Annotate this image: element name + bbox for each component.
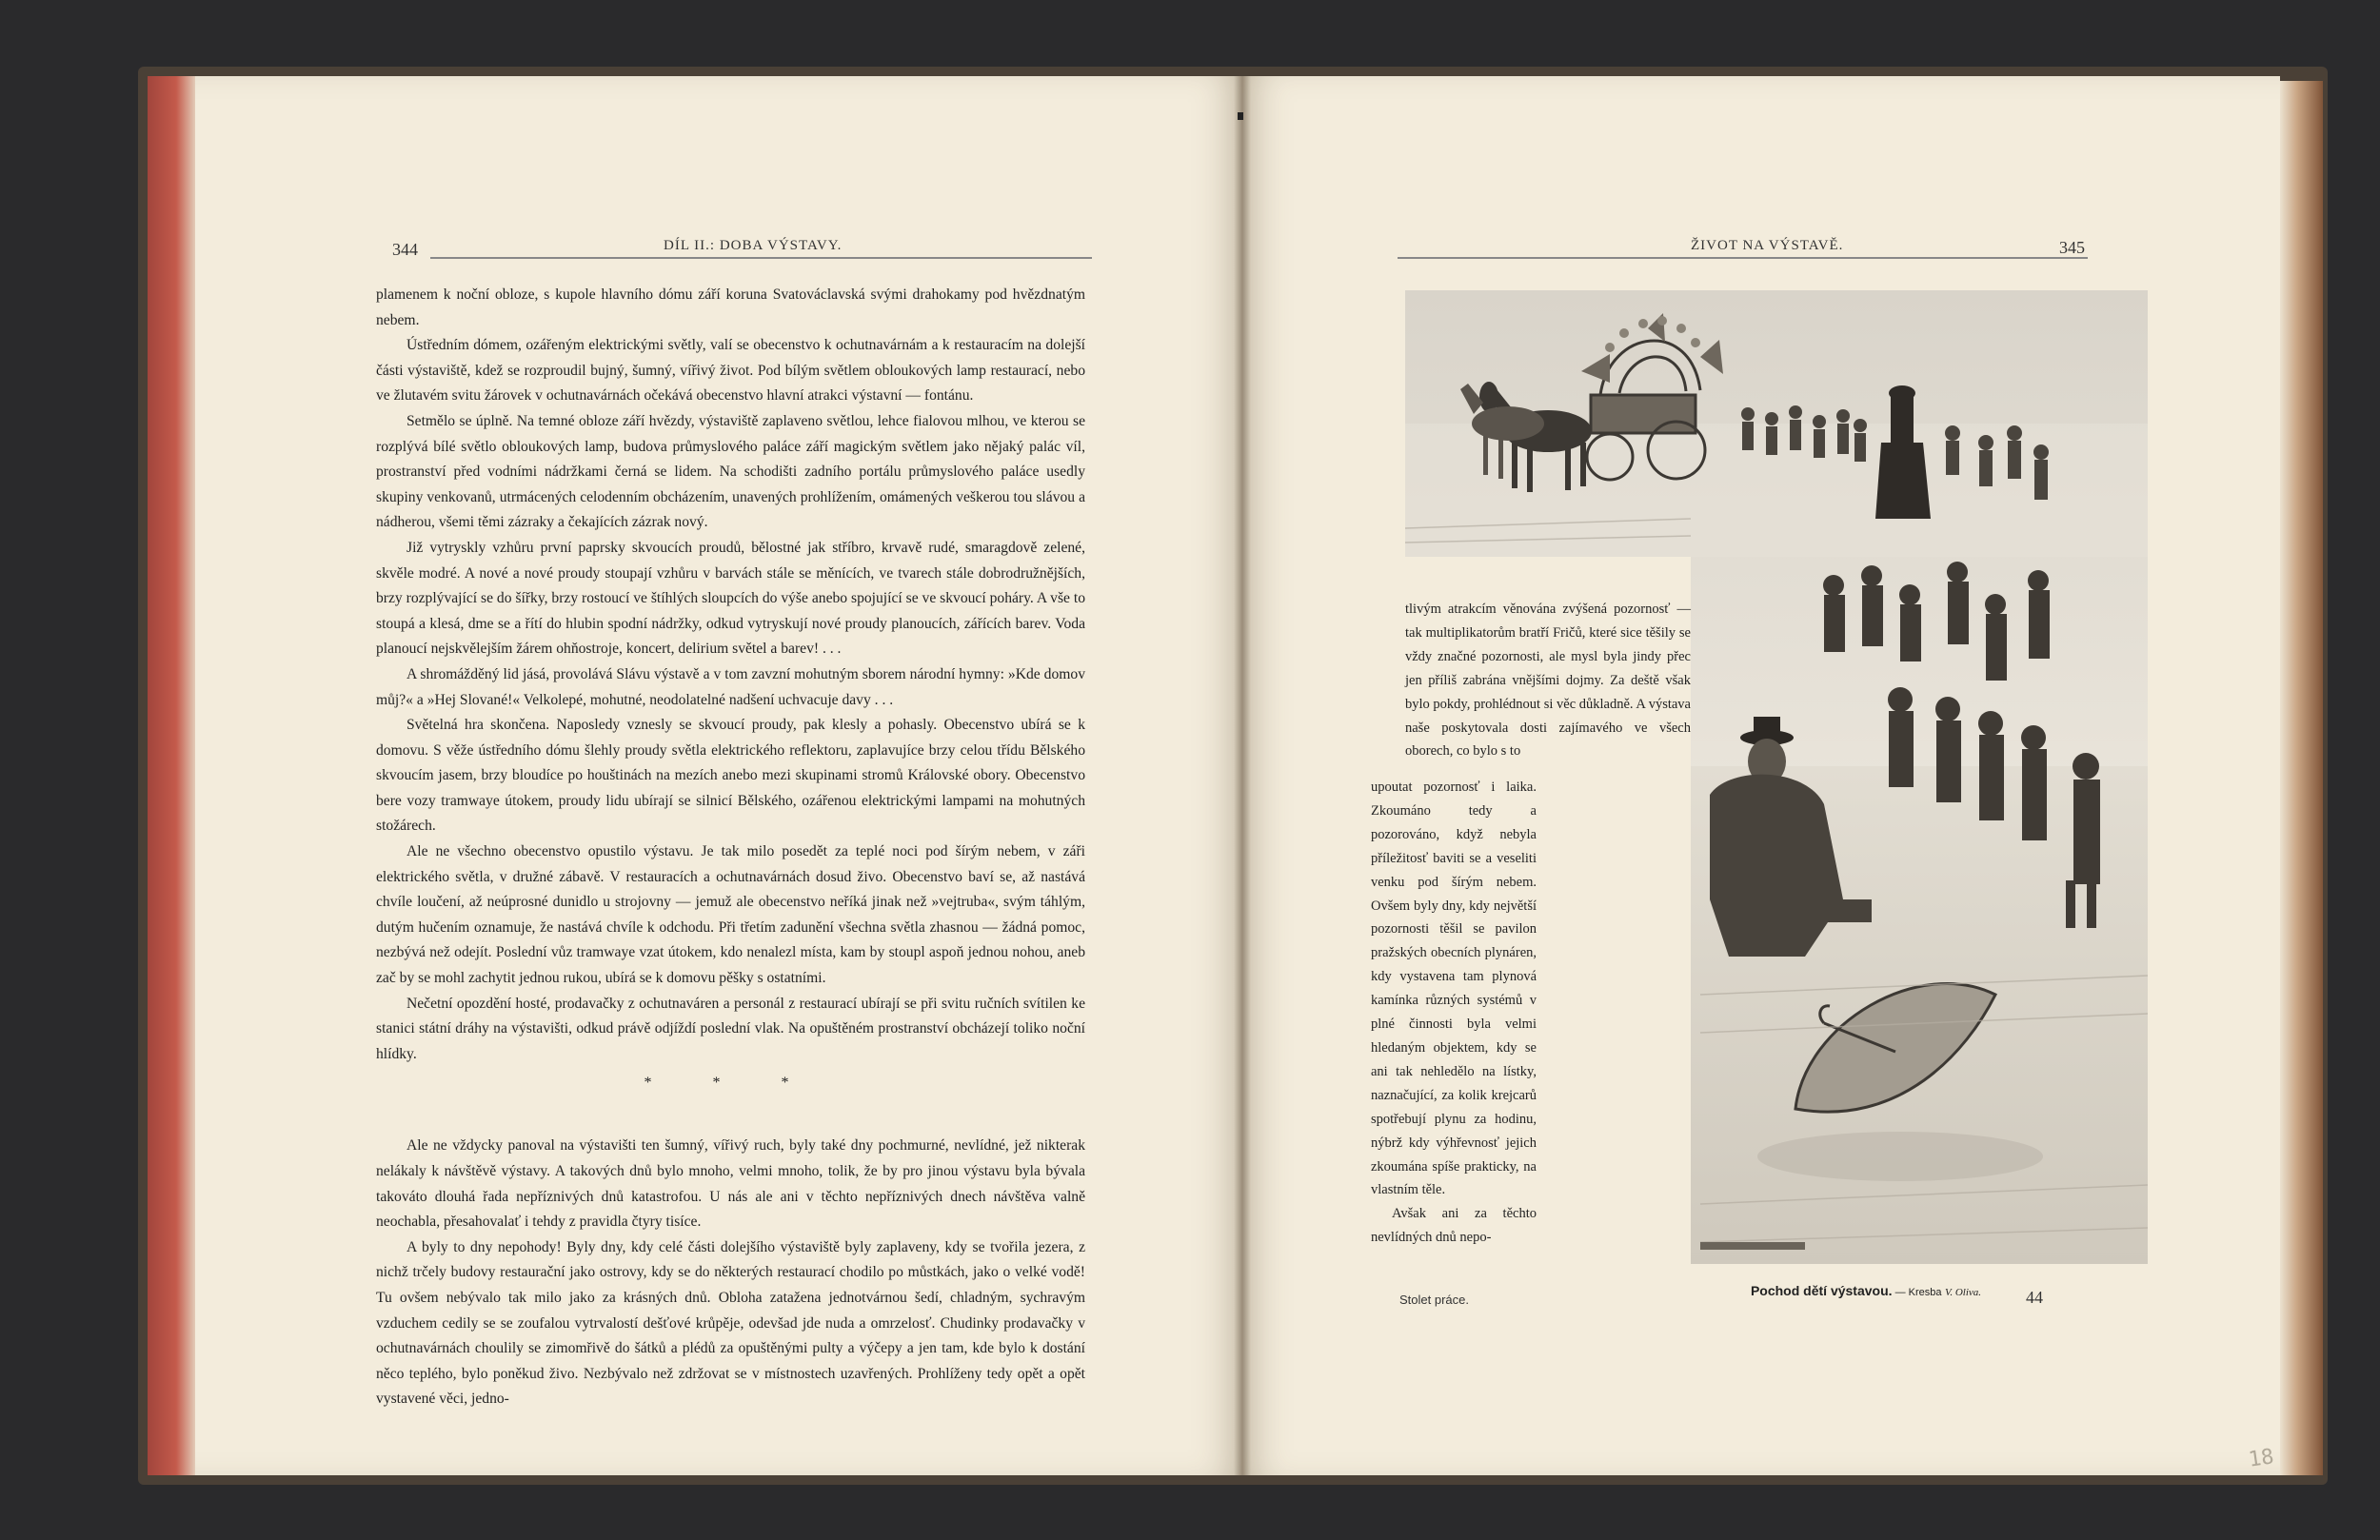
paragraph-4: Již vytryskly vzhůru první paprsky skvoucích proudů, bělostné jak stříbro, krvavě rudé, smaragdově zelené, skvěle modré. A nové a nové proudy stoupají vzhůru v barvách stále se měnících, ve tvarech stále dobrodružnějších, brzy rozplývající se do šířky, brzy rostoucí ve štíhlých sloupcích do výše anebo spojující se ve skvoucí poháry. A vše to stoupá a klesá, dme se a řítí do hlubin spodní nádržky, odkud vytryskují nové proudy planoucích, zářících barev. Voda planoucí nejskvělejším žárem ohňostroje, koncert, delirium světel a barev! . . . <box>376 539 1085 658</box>
paragraph-10: A byly to dny nepohody! Byly dny, kdy celé části dolejšího výstaviště byly zaplaveny, kdy se tvořila jezera, z nichž trčely budovy restaurační jako ostrovy, kdy se do některých restaurací chodilo po můstkách, jako o velké vodě! Tu ovšem nebývalo tak milo jako za krásných dnů. Obloha zatažena jednotvárnou šedí, chladným, sychravým vzduchem cedily se se zoufalou vytrvalostí dešťové krůpěje, odevšad jde nuda a omrzelosť. Chudinky prodavačky v ochutnavárnách choulily se zimomřivě do šátků a plédů za opuštěnými pulty a výčepy a jen tam, kde bylo k dostání něco teplého, bylo poněkud živo. Nezbývalo než zdržovat se v místnostech uzavřených. Prohlíženy tedy opět a opět vystavené věci, jedno- <box>376 1238 1085 1408</box>
right-page-number: 345 <box>2059 238 2085 257</box>
paragraph-8: Nečetní opozdění hosté, prodavačky z ochutnaváren a personál z restaurací ubírají se při svitu ručních svítilen ke stanici státní dráhy na výstavišti, odkud právě odjíždí poslední vlak. Na opuštěném prostranství obcházejí toliko noční hlídky. <box>376 995 1085 1062</box>
side-text-narrow-paragraph: upoutat pozornosť i laika. Zkoumáno tedy a pozorováno, když nebyla příležitosť baviti se a veseliti venku pod šírým nebem. Ovšem byly dny, kdy největší pozornosti těšil se pavilon pražských obecních plynáren, kdy vystavena tam plynová kamínka různých systémů v plné činnosti byla velmi hledaným objektem, kdy se ani tak nehledělo na lístky, naznačující, za kolik krejcarů spotřebují plynu za hodinu, nýbrž kdy výhřevnosť jejich zkoumána spíše prakticky, na vlastním těle. <box>1371 780 1537 1198</box>
book-gutter <box>1234 76 1251 1475</box>
side-text-narrow <box>1371 776 1537 1250</box>
caption-dash: — <box>1892 1287 1909 1298</box>
right-page-edges <box>2280 81 2323 1475</box>
side-text-top-paragraph: tlivým atrakcím věnována zvýšená pozornosť — tak multiplikatorům bratří Fričů, které sice těšily se vždy značné pozornosti, ale mysl byla jindy přec jen příliš zabrána vnějšími dojmy. Za deště však bylo pokdy, prohlédnout si věc důkladně. A výstava naše poskytovala dosti zajímavého ve všech oborech, co bylo s to <box>1405 602 1691 760</box>
caption-artist: V. Oliva. <box>1945 1287 1982 1298</box>
paragraph-9: Ale ne vždycky panoval na výstavišti ten šumný, vířivý ruch, byly také dny pochmurné, nevlídné, jež nikterak nelákaly k návštěvě výstavy. A takových dnů bylo mnoho, velmi mnoho, tolik, že by pro jinou výstavu byla bývala takováto dlouhá řada nepříznivých dnů katastrofou. U nás ale ani v těchto nepříznivých dnech návštěva valně neochabla, přesahovalať i tehdy z pravidla čtyry tisíce. <box>376 1137 1085 1231</box>
paragraph-7: Ale ne všechno obecenstvo opustilo výstavu. Je tak milo posedět za teplé noci pod šírým nebem, v záři elektrického světla, v družné zábavě. V restauracích a ochutnavárnách dosud živo. Obecenstvo baví se, až nastává chvíle loučení, až neúprosné dunidlo u strojovny — jemuž ale obecenstvo neříká jinak než »vejtruba«, svým táhlým, dutým hučením oznamuje, že nastává chvíle k odchodu. Při třetím zadunění všechna světla zhasnou — žádná pomoc, nezbývá než odejít. Poslední vůz tramwaye vzat útokem, kdo nenalezl místa, kam by stoupl aspoň jednou nohou, aneb zač by se mohl zachytit jednou rukou, ubírá se k domovu pěšky s ostatními. <box>376 843 1085 987</box>
left-page-edges <box>148 76 195 1475</box>
illustration-caption <box>1676 1283 2056 1300</box>
left-body-text <box>376 283 1085 1412</box>
binding-thread-mark <box>1238 112 1243 120</box>
section-asterism: * * * <box>644 1075 818 1092</box>
signature-number: 44 <box>2026 1288 2043 1307</box>
caption-title: Pochod dětí výstavou. <box>1750 1283 1893 1298</box>
right-header-rule <box>1398 257 2088 259</box>
paragraph-3: Setmělo se úplně. Na temné obloze září hvězdy, výstaviště zaplaveno světlou, lehce fialovou mlhou, ve kterou se rozplývá bílé světlo obloukových lamp, budova průmyslového paláce září magickým světlem jako nějaký palác víl, prostranství před vodními nádržkami černá se lidem. Na schodišti zadního portálu průmyslového paláce usedly skupiny venkovanů, utrmácených celodenním obcházením, unavených prohlížením, omámených veškerou tou slávou a nádherou, všemi těmi zázraky a čekajících zázrak nový. <box>376 412 1085 531</box>
paragraph-6: Světelná hra skončena. Naposledy vznesly se skvoucí proudy, pak klesly a pohasly. Obecenstvo ubírá se k domovu. S věže ústředního dómu šlehly proudy světla elektrického reflektoru, zaplavujíce brzy celou třídu Bělského skvoucím jasem, brzy bloudíce po houštinách na mezích anebo mezi skupinami stromů Královské obory. Obecenstvo bere vozy tramwaye útokem, proudy lidu ubírají se silnicí Bělského, ozářenou elektrickými lampami na mohutných stožárech. <box>376 717 1085 835</box>
pencil-mark: 18 <box>2247 1445 2276 1472</box>
side-text-last-paragraph: Avšak ani za těchto nevlídných dnů nepo- <box>1371 1206 1537 1246</box>
right-running-head: ŽIVOT NA VÝSTAVĚ. <box>1691 238 1844 253</box>
paragraph-2: Ústředním dómem, ozářeným elektrickými světly, valí se obecenstvo k ochutnavárnám a k restauracím na dolejší části výstaviště, kdež se rozproudil bujný, šumný, vířivý život. Pod bílým světlem obloukových lamp restaurací, nebo ve žlutavém svitu žárovek v ochutnavárnách očekává obecenstvo hlavní atrakci výstavní — fontánu. <box>376 337 1085 405</box>
left-running-head: DÍL II.: DOBA VÝSTAVY. <box>664 238 843 253</box>
footnote-source: Stolet práce. <box>1399 1293 1469 1307</box>
side-text-top <box>1405 598 1691 763</box>
paragraph-1: plamenem k noční obloze, s kupole hlavního dómu září koruna Svatováclavská svými drahokamy pod hvězdnatým nebem. <box>376 286 1085 328</box>
paragraph-5: A shromážděný lid jásá, provolává Slávu výstavě a v tom zavzní mohutným sborem národní hymny: »Kde domov můj?« a »Hej Slované!« Velkolepé, mohutné, neodolatelné nadšení uchvacuje davy . . . <box>376 665 1085 708</box>
left-header-rule <box>430 257 1092 259</box>
left-page-number: 344 <box>392 240 418 259</box>
caption-credit-label: Kresba <box>1908 1287 1942 1298</box>
